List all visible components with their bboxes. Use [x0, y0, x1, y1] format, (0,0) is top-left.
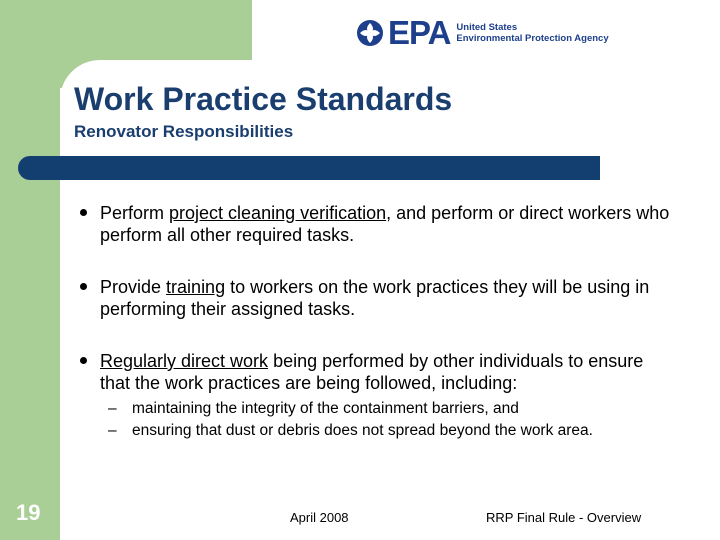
bullet-item	[76, 276, 676, 320]
epa-wordmark: EPA	[388, 14, 451, 51]
bullet-text: Provide	[100, 277, 167, 297]
agency-name-line2: Environmental Protection Agency	[456, 33, 609, 44]
bullet-dot-icon	[80, 357, 87, 364]
epa-logo	[356, 16, 609, 50]
bullet-text: being performed by other individuals to ensure that the work practices are being followed, including:	[100, 351, 644, 393]
epa-flower-icon	[356, 19, 384, 47]
bullet-dot-icon	[80, 283, 87, 290]
sub-bullet-text: maintaining the integrity of the containment barriers, and	[132, 400, 519, 417]
agency-name-line1: United States	[456, 22, 518, 33]
bullet-underlined-term: Regularly direct work	[100, 351, 269, 371]
sub-bullet-item	[108, 398, 676, 420]
bullet-item	[76, 202, 676, 246]
sub-bullet-text: ensuring that dust or debris does not spread beyond the work area.	[132, 422, 593, 439]
bullet-underlined-term: project cleaning verification	[169, 203, 387, 223]
left-green-band	[0, 0, 60, 540]
sub-bullet-item	[108, 420, 676, 442]
agency-name	[456, 22, 608, 44]
slide-subtitle: Renovator Responsibilities	[74, 122, 294, 141]
bullet-text: Perform	[100, 203, 170, 223]
slide-title: Work Practice Standards	[74, 81, 453, 117]
footer-presentation-title: RRP Final Rule - Overview	[486, 510, 642, 525]
bullet-item	[76, 350, 676, 442]
page-number: 19	[16, 500, 41, 525]
title-divider-bar	[18, 156, 600, 180]
bullet-text: to workers on the work practices they will be using in performing their assigned tasks.	[100, 277, 650, 319]
footer-date: April 2008	[290, 510, 349, 525]
dash-icon: –	[108, 400, 117, 417]
bullet-text: , and perform or direct workers who perform all other required tasks.	[100, 203, 670, 245]
sub-bullet-list	[108, 398, 676, 442]
bullet-dot-icon	[80, 209, 87, 216]
bullet-list	[76, 202, 676, 472]
bullet-underlined-term: training	[166, 277, 226, 297]
dash-icon: –	[108, 422, 117, 439]
